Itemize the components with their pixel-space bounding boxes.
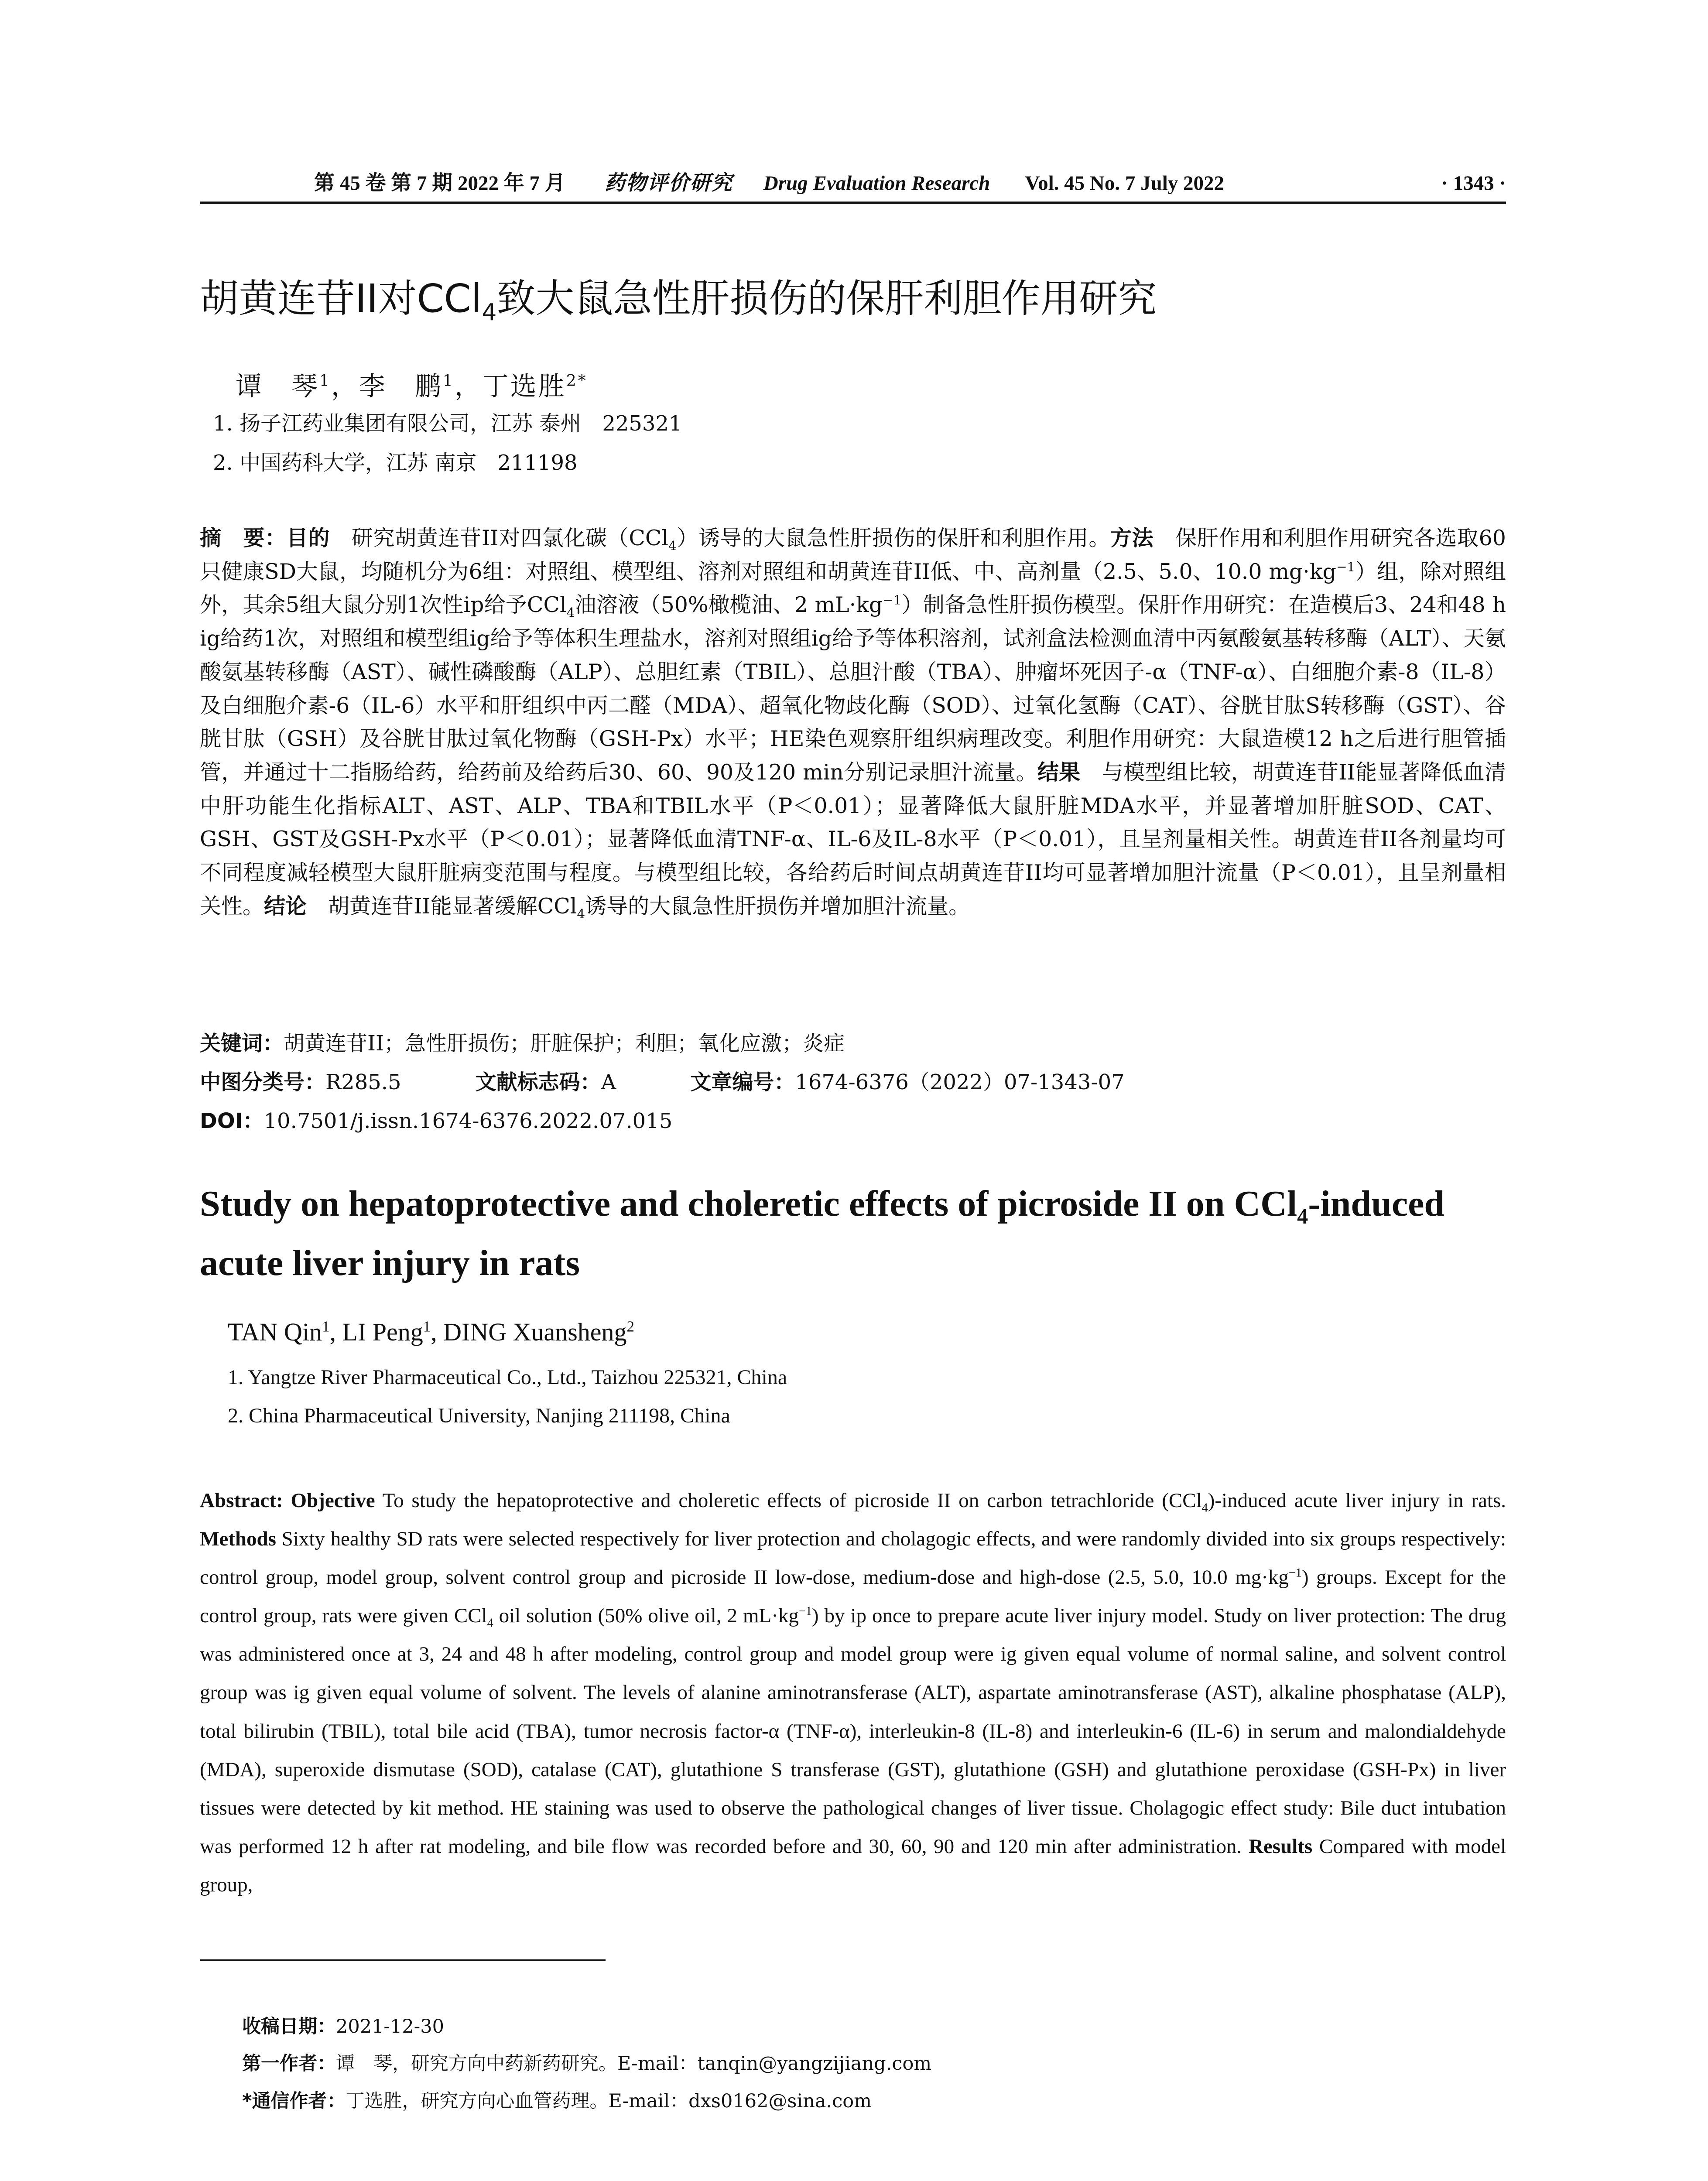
article-title-cn: 胡黄连苷II对CCl$_4$致大鼠急性肝损伤的保肝利胆作用研究 [200, 276, 1157, 326]
document-code: 文献标志码：A [475, 1070, 616, 1094]
header-rule [200, 202, 1506, 204]
clc-number: 中图分类号：R285.5 [200, 1070, 401, 1094]
page-number: · 1343 · [1441, 172, 1506, 195]
abstract-cn: 摘 要：目的 研究胡黄连苷II对四氯化碳（CCl$_4$）诱导的大鼠急性肝损伤的保肝和利胆作用。方法 保肝作用和利胆作用研究各选取60只健康SD大鼠，均随机分为6组：对照组、模型组、溶剂对照组和胡黄连苷II低、中、高剂量（2.5、5.0、10.0 $mg\cdot kg^{-1}$）组，除对照组外，其余5组大鼠分别1次性ip给予CCl$_4$油溶液（50%橄榄油、2 $mL\cdot kg^{-1}$）制备急性肝损伤模型。保肝作用研究：在造模后3、24和48 h ig给药1次，对照组和模型组ig给予等体积生理盐水，溶剂对照组ig给予等体积溶剂，试剂盒法检测血清中丙氨酸氨基转移酶（ALT）、天氨酸氨基转移酶（AST）、碱性磷酸酶（ALP）、总胆红素（TBIL）、总胆汁酸（TBA）、肿瘤坏死因子-α（TNF-α）、白细胞介素-8（IL-8）及白细胞介素-6（IL-6）水平和肝组织中丙二醛（MDA）、超氧化物歧化酶（SOD）、过氧化氢酶（CAT）、谷胱甘肽S转移酶（GST）、谷胱甘肽（GSH）及谷胱甘肽过氧化物酶（GSH-Px）水平；HE染色观察肝组织病理改变。利胆作用研究：大鼠造模12 h之后进行胆管插管，并通过十二指肠给药，给药前及给药后30、60、90及120 min分别记录胆汁流量。结果 与模型组比较，胡黄连苷II能显著降低血清中肝功能生化指标ALT、AST、ALP、TBA和TBIL水平（P＜0.01）；显著降低大鼠肝脏MDA水平，并显著增加肝脏SOD、CAT、GSH、GST及GSH-Px水平（P＜0.01）；显著降低血清TNF-α、IL-6及IL-8水平（P＜0.01），且呈剂量相关性。胡黄连苷II各剂量均可不同程度减轻模型大鼠肝脏病变范围与程度。与模型组比较，各给药后时间点胡黄连苷II均可显著增加胆汁流量（P＜0.01），且呈剂量相关性。结论 胡黄连苷II能显著缓解CCl$_4$诱导的大鼠急性肝损伤并增加胆汁流量。 [200, 526, 1506, 921]
running-header-issue-cn: 第 45 卷 第 7 期 2022 年 7 月 [314, 172, 565, 195]
affiliation-en-1: 1. Yangtze River Pharmaceutical Co., Ltd., Taizhou 225321, China [228, 1366, 787, 1389]
footnote-rule [200, 1959, 606, 1961]
keywords-cn: 关键词：胡黄连苷II；急性肝损伤；肝脏保护；利胆；氧化应激；炎症 [200, 1031, 845, 1056]
journal-logo: 药物评价研究 [604, 172, 733, 195]
running-header [200, 167, 1506, 196]
doi-line: DOI：10.7501/j.issn.1674-6376.2022.07.015 [200, 1109, 673, 1133]
classification-line [200, 1065, 1125, 1095]
authors-en: TAN Qin$^1$, LI Peng$^1$, DING Xuansheng$^2$ [228, 1318, 634, 1346]
abstract-cn-label: 摘 要： [200, 526, 287, 550]
article-number: 文章编号：1674-6376（2022）07-1343-07 [690, 1070, 1125, 1094]
journal-name-en: Drug Evaluation Research [763, 172, 990, 195]
footnote-corresponding-author: *通信作者：丁选胜，研究方向心血管药理。E-mail：dxs0162@sina.com [242, 2090, 872, 2112]
abstract-en: Abstract: Objective To study the hepatoprotective and choleretic effects of picroside II on carbon tetrachloride (CCl$_4$)-induced acute liver injury in rats. Methods Sixty healthy SD rats were selected respectively for liver protection and cholagogic effects, and were randomly divided into six groups respectively: control group, model group, solvent control group and picroside II low-dose, medium-dose and high-dose (2.5, 5.0, 10.0 $mg\cdot kg^{-1}$) groups. Except for the control group, rats were given CCl$_4$ oil solution (50% olive oil, 2 $mL\cdot kg^{-1}$) by ip once to prepare acute liver injury model. Study on liver protection: The drug was administered once at 3, 24 and 48 h after modeling, control group and model group were ig given equal volume of normal saline, and solvent control group was ig given equal volume of solvent. The levels of alanine aminotransferase (ALT), aspartate aminotransferase (AST), alkaline phosphatase (ALP), total bilirubin (TBIL), total bile acid (TBA), tumor necrosis factor-α (TNF-α), interleukin-8 (IL-8) and interleukin-6 (IL-6) in serum and malondialdehyde (MDA), superoxide dismutase (SOD), catalase (CAT), glutathione S transferase (GST), glutathione (GSH) and glutathione peroxidase (GSH-Px) in liver tissues were detected by kit method. HE staining was used to observe the pathological changes of liver tissue. Cholagogic effect study: Bile duct intubation was performed 12 h after rat modeling, and bile flow was recorded before and 30, 60, 90 and 120 min after administration. Results Compared with model group, [200, 1489, 1506, 1896]
article-title-en: Study on hepatoprotective and choleretic effects of picroside II on CCl$_4$-induced acute liver injury in rats [200, 1183, 1445, 1283]
volume-issue-en: Vol. 45 No. 7 July 2022 [1025, 172, 1225, 195]
affiliation-cn-1: 1. 扬子江药业集团有限公司，江苏 泰州 225321 [213, 411, 682, 436]
doi-link[interactable]: 10.7501/j.issn.1674-6376.2022.07.015 [264, 1109, 673, 1133]
footnote-received-date: 收稿日期：2021-12-30 [242, 2016, 444, 2037]
footnote-first-author: 第一作者：谭 琴，研究方向中药新药研究。E-mail：tanqin@yangzijiang.com [242, 2053, 932, 2075]
affiliation-en-2: 2. China Pharmaceutical University, Nanjing 211198, China [228, 1404, 730, 1427]
authors-cn: 谭 琴$^1$，李 鹏$^1$，丁选胜$^{2*}$ [236, 371, 588, 402]
affiliation-cn-2: 2. 中国药科大学，江苏 南京 211198 [213, 451, 578, 475]
